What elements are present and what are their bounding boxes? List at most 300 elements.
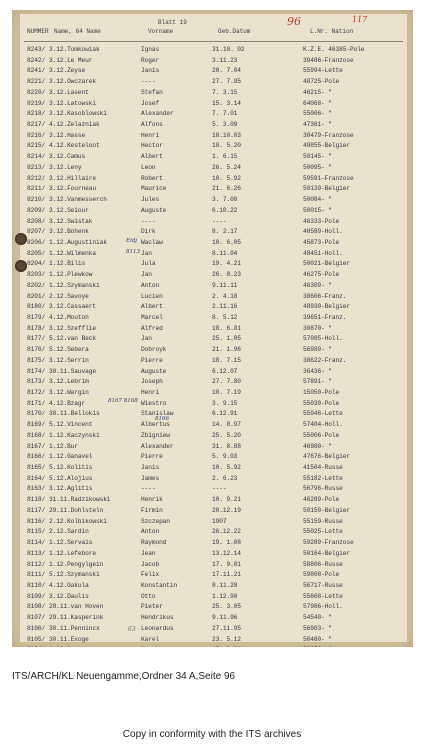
register-row [20,249,407,260]
register-row [20,377,407,388]
prisoner-number-cell: 8175/ [27,356,46,364]
first-name-cell: Pierre [141,356,163,364]
prisoner-number-cell: 8105/ [27,635,46,643]
first-name-cell: Janis [141,67,160,75]
first-name-cell: Jan [141,249,152,257]
first-name-cell: Wiestro [141,399,167,407]
birth-date-cell: 27. 7.80 [212,378,241,386]
register-row [20,624,407,635]
arrival-and-surname-cell: 1.12.Servais [49,539,93,547]
birth-date-cell: 13.12.14 [212,549,241,557]
register-sheet [19,13,408,643]
register-row [20,334,407,345]
birth-date-cell: 19. 4.21 [212,260,241,268]
arrival-and-surname-cell: 1.12.Pengylgein [49,560,104,568]
scanned-document [12,10,413,647]
arrival-and-surname-cell: 3.12.Kasoblowski [49,110,107,118]
register-row [20,281,407,292]
number-and-nationality-cell: 58480- " [303,635,332,643]
prisoner-number-cell: 8164/ [27,474,46,482]
birth-date-cell: 3. 7.08 [212,196,238,204]
number-and-nationality-cell: 50021-Belgier [303,260,350,268]
register-row [20,292,407,303]
birth-date-cell: 18.10.03 [212,131,241,139]
birth-date-cell: 18. 7.15 [212,356,241,364]
first-name-cell: Pierre [141,453,163,461]
birth-date-cell: 18. 6.01 [212,324,241,332]
birth-date-cell: ---- [212,217,227,225]
birth-date-cell: 6.12.91 [212,410,238,418]
prisoner-number-cell: 8108/ [27,603,46,611]
prisoner-number-cell: 8166/ [27,453,46,461]
number-and-nationality-cell: 36436- " [303,367,332,375]
prisoner-number-cell [27,646,45,647]
prisoner-number-cell: 8169/ [27,421,46,429]
birth-date-cell: 5. 3.09 [212,121,238,129]
header-vorname-label: Vorname [148,28,174,35]
number-and-nationality-cell: 46289-Pole [303,496,340,504]
first-name-cell: Dobroyk [141,346,167,354]
prisoner-number-cell: 8214/ [27,153,46,161]
birth-date-cell: 1. 6.15 [212,153,238,161]
birth-date-cell: 10. 5.92 [212,174,241,182]
header-geb-label: Geb.Datum [218,28,251,35]
arrival-and-surname-cell: 3.12.Fourneau [49,185,96,193]
first-name-cell: Henri [141,131,160,139]
register-row [20,570,407,581]
arrival-and-surname-cell: 1.12.Augustiniak [49,238,107,246]
number-and-nationality-cell: 59289-Franzose [303,539,354,547]
number-and-nationality-cell: 64068- " [303,99,332,107]
prisoner-number-cell: 8221/ [27,78,46,86]
number-and-nationality-cell: 50139-Belgier [303,185,350,193]
header-nat-label: L.Nr. Nation [310,28,354,35]
number-and-nationality-cell [303,646,332,647]
register-row [20,99,407,110]
number-and-nationality-cell: 15050-Pole [303,389,340,396]
birth-date-cell: 23. 5.12 [212,635,241,643]
archive-footer: Copy in conformity with the ITS archives [122,729,302,740]
prisoner-number-cell: 8113/ [27,549,46,557]
register-row [20,484,407,495]
birth-date-cell: 9.11.11 [212,281,238,289]
birth-date-cell: 14. 8.97 [212,421,241,429]
number-and-nationality-cell: 39486-Franzose [303,56,354,64]
first-name-cell: Zbigniew [141,431,170,439]
birth-date-cell: 20. 7.04 [212,67,241,75]
number-and-nationality-cell: 46215- " [303,88,332,96]
number-and-nationality-cell: 57986-Holl. [303,603,343,611]
number-and-nationality-cell: 46275-Pole [303,271,340,279]
number-and-nationality-cell: 57891- " [303,378,332,386]
arrival-and-surname-cell: 3.12.Latowski [49,99,96,107]
prisoner-number-cell: 8208/ [27,217,46,225]
first-name-cell: Auguste [141,206,167,214]
first-name-cell: Jan [141,271,152,279]
arrival-and-surname-cell: 5.12.Alojius [49,474,93,482]
birth-date-cell: 26. 8.23 [212,271,241,279]
first-name-cell: ---- [141,78,156,86]
arrival-and-surname-cell: 30.11.Exoge [49,635,89,643]
first-name-cell: Albert [141,303,163,311]
arrival-and-surname-cell: 5.12.Kolitis [49,464,93,472]
archive-caption: ITS/ARCH/KL Neuengamme,Ordner 34 A,Seite 96 [12,671,236,682]
number-and-nationality-cell: 49855-Belgier [303,142,350,150]
arrival-and-surname-cell: 5.12.Sebera [49,346,89,354]
birth-date-cell: 17. 9.01 [212,560,241,568]
arrival-and-surname-cell: 31.11.Radzikowski [49,496,111,504]
register-row [20,388,407,399]
first-name-cell: Ignas [141,46,160,53]
arrival-and-surname-cell: 4.12.Mouton [49,313,89,321]
birth-date-cell: 2. 6.23 [212,474,238,482]
number-and-nationality-cell: 48725-Pole [303,78,340,86]
birth-date-cell: 19. 1.08 [212,539,241,547]
number-and-nationality-cell: 46980- " [303,442,332,450]
birth-date-cell: 8. 2.17 [212,228,238,236]
arrival-and-surname-cell: 3.12.Daulis [49,592,89,600]
first-name-cell: ---- [141,485,156,493]
register-row [20,270,407,281]
arrival-and-surname-cell: 1.12.Ganavel [49,453,93,461]
birth-date-cell: 25. 1.05 [212,335,241,343]
first-name-cell [141,646,166,647]
number-and-nationality-cell: 56903- " [303,624,332,632]
number-and-nationality-cell: 38622-Franz. [303,356,347,364]
first-name-cell: Alexander [141,442,174,450]
birth-date-cell: 1.12.90 [212,592,238,600]
prisoner-number-cell: 8168/ [27,431,46,439]
register-row [20,560,407,571]
punch-hole [15,260,27,272]
header-number-label: NUMMER [27,28,49,35]
prisoner-number-cell: 8176/ [27,346,46,354]
prisoner-number-cell: 8106/ [27,624,46,632]
number-and-nationality-cell: 48589-Holl. [303,228,343,236]
register-row [20,420,407,431]
register-rows [20,45,407,647]
first-name-cell: Karel [141,635,160,643]
handwritten-annotation: Eidj [126,238,137,244]
pencil-mark: 63 [128,626,136,633]
prisoner-number-cell: 8218/ [27,110,46,118]
first-name-cell: Henrik [141,496,163,504]
register-row [20,217,407,228]
arrival-and-surname-cell: 3.12.Lasent [49,88,89,96]
register-row [20,367,407,378]
prisoner-number-cell: 8219/ [27,99,46,107]
register-row [20,356,407,367]
register-row [20,538,407,549]
prisoner-number-cell: 8205/ [27,249,46,257]
birth-date-cell: 6.10.22 [212,206,238,214]
prisoner-number-cell: 8110/ [27,581,46,589]
header-divider [24,41,403,42]
number-and-nationality-cell: 58806-Russe [303,560,343,568]
register-row [20,56,407,67]
number-and-nationality-cell: 30870- " [303,324,332,332]
arrival-and-surname-cell: 3.12.Serrin [49,356,89,364]
birth-date-cell: 10. 9.21 [212,496,241,504]
arrival-and-surname-cell: 3.12.Vanmesserch [49,196,107,204]
arrival-and-surname-cell: 30.11.Sauvage [49,367,96,375]
first-name-cell: Alfred [141,324,163,332]
first-name-cell: Henri [141,389,160,396]
birth-date-cell: 15. 3.14 [212,99,241,107]
arrival-and-surname-cell: 5.12.van Beck [49,335,96,343]
birth-date-cell: 27. 7.95 [212,78,241,86]
first-name-cell: Auguste [141,367,167,375]
birth-date-cell: 21. 1.96 [212,346,241,354]
number-and-nationality-cell: 48451-Holl. [303,249,343,257]
handwritten-annotation: 8113 [126,249,140,255]
birth-date-cell: 6.12.07 [212,367,238,375]
prisoner-number-cell: 8179/ [27,313,46,321]
first-name-cell: Anton [141,281,160,289]
register-row [20,141,407,152]
first-name-cell: Joseph [141,378,163,386]
first-name-cell: Firmin [141,506,163,514]
number-and-nationality-cell: 45873-Pole [303,238,340,246]
prisoner-number-cell: 8211/ [27,185,46,193]
prisoner-number-cell: 8173/ [27,378,46,386]
register-row [20,442,407,453]
register-row [20,549,407,560]
birth-date-cell: 17.11.21 [212,571,241,579]
arrival-and-surname-cell: 1.12.Lefebore [49,549,96,557]
register-row [20,431,407,442]
birth-date-cell: 3. 9.15 [212,399,238,407]
register-row [20,184,407,195]
birth-date-cell: 8.11.04 [212,249,238,257]
number-and-nationality-cell: 57085-Holl. [303,335,343,343]
arrival-and-surname-cell: 2.12.Savoye [49,292,89,300]
number-and-nationality-cell: 46333-Pole [303,217,340,225]
prisoner-number-cell: 8203/ [27,271,46,279]
first-name-cell: Anton [141,528,160,536]
arrival-and-surname-cell: 1.12.Szymanski [49,281,100,289]
birth-date-cell: 10. 6.05 [212,238,241,246]
number-and-nationality-cell: 50015- " [303,206,332,214]
register-row [20,602,407,613]
handwritten-annotation: 8167 8168 [108,398,138,404]
number-and-nationality-cell: 55182-Lette [303,474,343,482]
arrival-and-surname-cell: 2.12.Sardin [49,528,89,536]
arrival-and-surname-cell: 3.12.Le Meur [49,56,93,64]
register-row [20,495,407,506]
first-name-cell: Josef [141,99,160,107]
prisoner-number-cell: 8163/ [27,485,46,493]
first-name-cell: Alexander [141,110,174,118]
first-name-cell: Alfons [141,121,163,129]
header-page-label: Blatt 19 [158,19,187,26]
arrival-and-surname-cell: 30.11.Pennincx [49,624,100,632]
register-row [20,302,407,313]
first-name-cell: Albert [141,153,163,161]
arrival-and-surname-cell: 3.12.Bohenk [49,228,89,236]
prisoner-number-cell: 8112/ [27,560,46,568]
number-and-nationality-cell: 50164-Belgier [303,549,350,557]
register-row [20,409,407,420]
register-row [20,66,407,77]
first-name-cell: Albertus [141,421,170,429]
number-and-nationality-cell: 55025-Lette [303,528,343,536]
register-row [20,206,407,217]
register-row [20,474,407,485]
birth-date-cell: 21. 6.26 [212,185,241,193]
first-name-cell: Stanislaw [141,410,174,418]
first-name-cell: James [141,474,160,482]
prisoner-number-cell: 8202/ [27,281,46,289]
number-and-nationality-cell: 55994-Lette [303,67,343,75]
first-name-cell: Maurice [141,185,167,193]
prisoner-number-cell: 8243/ [27,46,46,53]
punch-hole [15,233,27,245]
birth-date-cell: 5. 9.03 [212,453,238,461]
first-name-cell: Janis [141,464,160,472]
number-and-nationality-cell: 55668-Lette [303,592,343,600]
arrival-and-surname-cell: 3.12.Wargin [49,389,89,396]
register-row [20,120,407,131]
prisoner-number-cell: 8115/ [27,528,46,536]
first-name-cell: Raymond [141,539,167,547]
register-row [20,152,407,163]
number-and-nationality-cell: 55006- " [303,110,332,118]
prisoner-number-cell: 8114/ [27,539,46,547]
arrival-and-surname-cell: 3.12.Cassaert [49,303,96,311]
prisoner-number-cell: 8172/ [27,389,46,396]
number-and-nationality-cell: 55030-Pole [303,399,340,407]
arrival-and-surname-cell: 3.12.Hillaire [49,174,96,182]
arrival-and-surname-cell: 3.12.Swistak [49,217,93,225]
first-name-cell: Hector [141,142,163,150]
number-and-nationality-cell: 50095- " [303,163,332,171]
number-and-nationality-cell: 38606-Franz. [303,292,347,300]
arrival-and-surname-cell: 5.12.Vincent [49,421,93,429]
prisoner-number-cell: 8210/ [27,196,46,204]
birth-date-cell [212,646,241,647]
arrival-and-surname-cell: 3.12.Leny [49,163,82,171]
first-name-cell: Leonardus [141,624,174,632]
prisoner-number-cell: 8165/ [27,464,46,472]
first-name-cell: Leon [141,163,156,171]
birth-date-cell: 25. 5.20 [212,431,241,439]
number-and-nationality-cell: 38479-Franzose [303,131,354,139]
register-row [20,238,407,249]
prisoner-number-cell: 8216/ [27,131,46,139]
register-row [20,88,407,99]
first-name-cell: Jan [141,335,152,343]
number-and-nationality-cell: 57404-Holl. [303,421,343,429]
first-name-cell: Dirk [141,228,156,236]
arrival-and-surname-cell: 1.12.Plewkow [49,271,93,279]
register-row [20,227,407,238]
first-name-cell: Felix [141,571,160,579]
arrival-and-surname-cell: 4.12.Kesteloot [49,142,100,150]
register-row [20,645,407,647]
register-row [20,452,407,463]
birth-date-cell: 20.12.19 [212,506,241,514]
register-row [20,345,407,356]
prisoner-number-cell: 8167/ [27,442,46,450]
sheet-header [20,14,407,44]
birth-date-cell: 10. 5.20 [212,142,241,150]
number-and-nationality-cell: 54540- " [303,614,332,622]
first-name-cell: Lucien [141,292,163,300]
first-name-cell: Jacob [141,560,160,568]
register-row [20,313,407,324]
prisoner-number-cell: 8171/ [27,399,46,407]
arrival-and-surname-cell: 3.12.Aglitis [49,485,93,493]
arrival-and-surname-cell: 4.12.Gakula [49,581,89,589]
arrival-and-surname-cell: 1.12.Wilmenka [49,249,96,257]
register-row [20,463,407,474]
handwritten-annotation: 8166 [155,416,169,422]
prisoner-number-cell: 8107/ [27,614,46,622]
birth-date-cell: 10. 7.19 [212,389,241,396]
arrival-and-surname-cell: 5.12.Szymanski [49,571,100,579]
arrival-and-surname-cell: 3.12.Szefflie [49,324,96,332]
first-name-cell: Jula [141,260,156,268]
prisoner-number-cell: 8116/ [27,517,46,525]
number-and-nationality-cell: 55159-Russe [303,517,343,525]
register-row [20,635,407,646]
prisoner-number-cell: 8212/ [27,174,46,182]
prisoner-number-cell: 8220/ [27,88,46,96]
arrival-and-surname-cell: 4.12.Bzagr [49,399,86,407]
number-and-nationality-cell: 46309- " [303,281,332,289]
register-row [20,506,407,517]
number-and-nationality-cell: 56989- " [303,346,332,354]
birth-date-cell: 8.11.28 [212,581,238,589]
number-and-nationality-cell: 50145- " [303,153,332,161]
register-row [20,259,407,270]
register-row [20,527,407,538]
first-name-cell: Hendrikus [141,614,174,622]
number-and-nationality-cell: 50084- " [303,196,332,204]
first-name-cell: Jean [141,549,156,557]
prisoner-number-cell: 8174/ [27,367,46,375]
prisoner-number-cell: 8170/ [27,410,46,418]
arrival-and-surname-cell: 3.12.Lebrim [49,378,89,386]
first-name-cell: Szczepan [141,517,170,525]
birth-date-cell: 26. 5.24 [212,163,241,171]
handwritten-page-number: 96 [287,15,301,28]
first-name-cell: Jules [141,196,160,204]
register-row [20,399,407,410]
first-name-cell: Robert [141,174,163,182]
prisoner-number-cell: 8117/ [27,506,46,514]
birth-date-cell: 25. 3.05 [212,603,241,611]
prisoner-number-cell: 8118/ [27,496,46,504]
prisoner-number-cell: 8180/ [27,303,46,311]
number-and-nationality-cell: 59808-Pole [303,571,340,579]
header-name-label: Name, 64 Name [54,28,101,35]
number-and-nationality-cell: K.Z.E. 46385-Pole [303,46,365,53]
birth-date-cell: 26.12.22 [212,528,241,536]
number-and-nationality-cell: 48930-Belgier [303,303,350,311]
register-row [20,109,407,120]
arrival-and-surname-cell: 2.12.Kolbikowski [49,517,107,525]
arrival-and-surname-cell: 3.12.Owczarek [49,78,96,86]
birth-date-cell: 8. 5.12 [212,313,238,321]
register-row [20,592,407,603]
prisoner-number-cell: 8241/ [27,67,46,75]
arrival-and-surname-cell: 28.11.van Hoven [49,603,104,611]
prisoner-number-cell: 8213/ [27,163,46,171]
birth-date-cell: ---- [212,485,227,493]
number-and-nationality-cell: 39651-Franz. [303,313,347,321]
